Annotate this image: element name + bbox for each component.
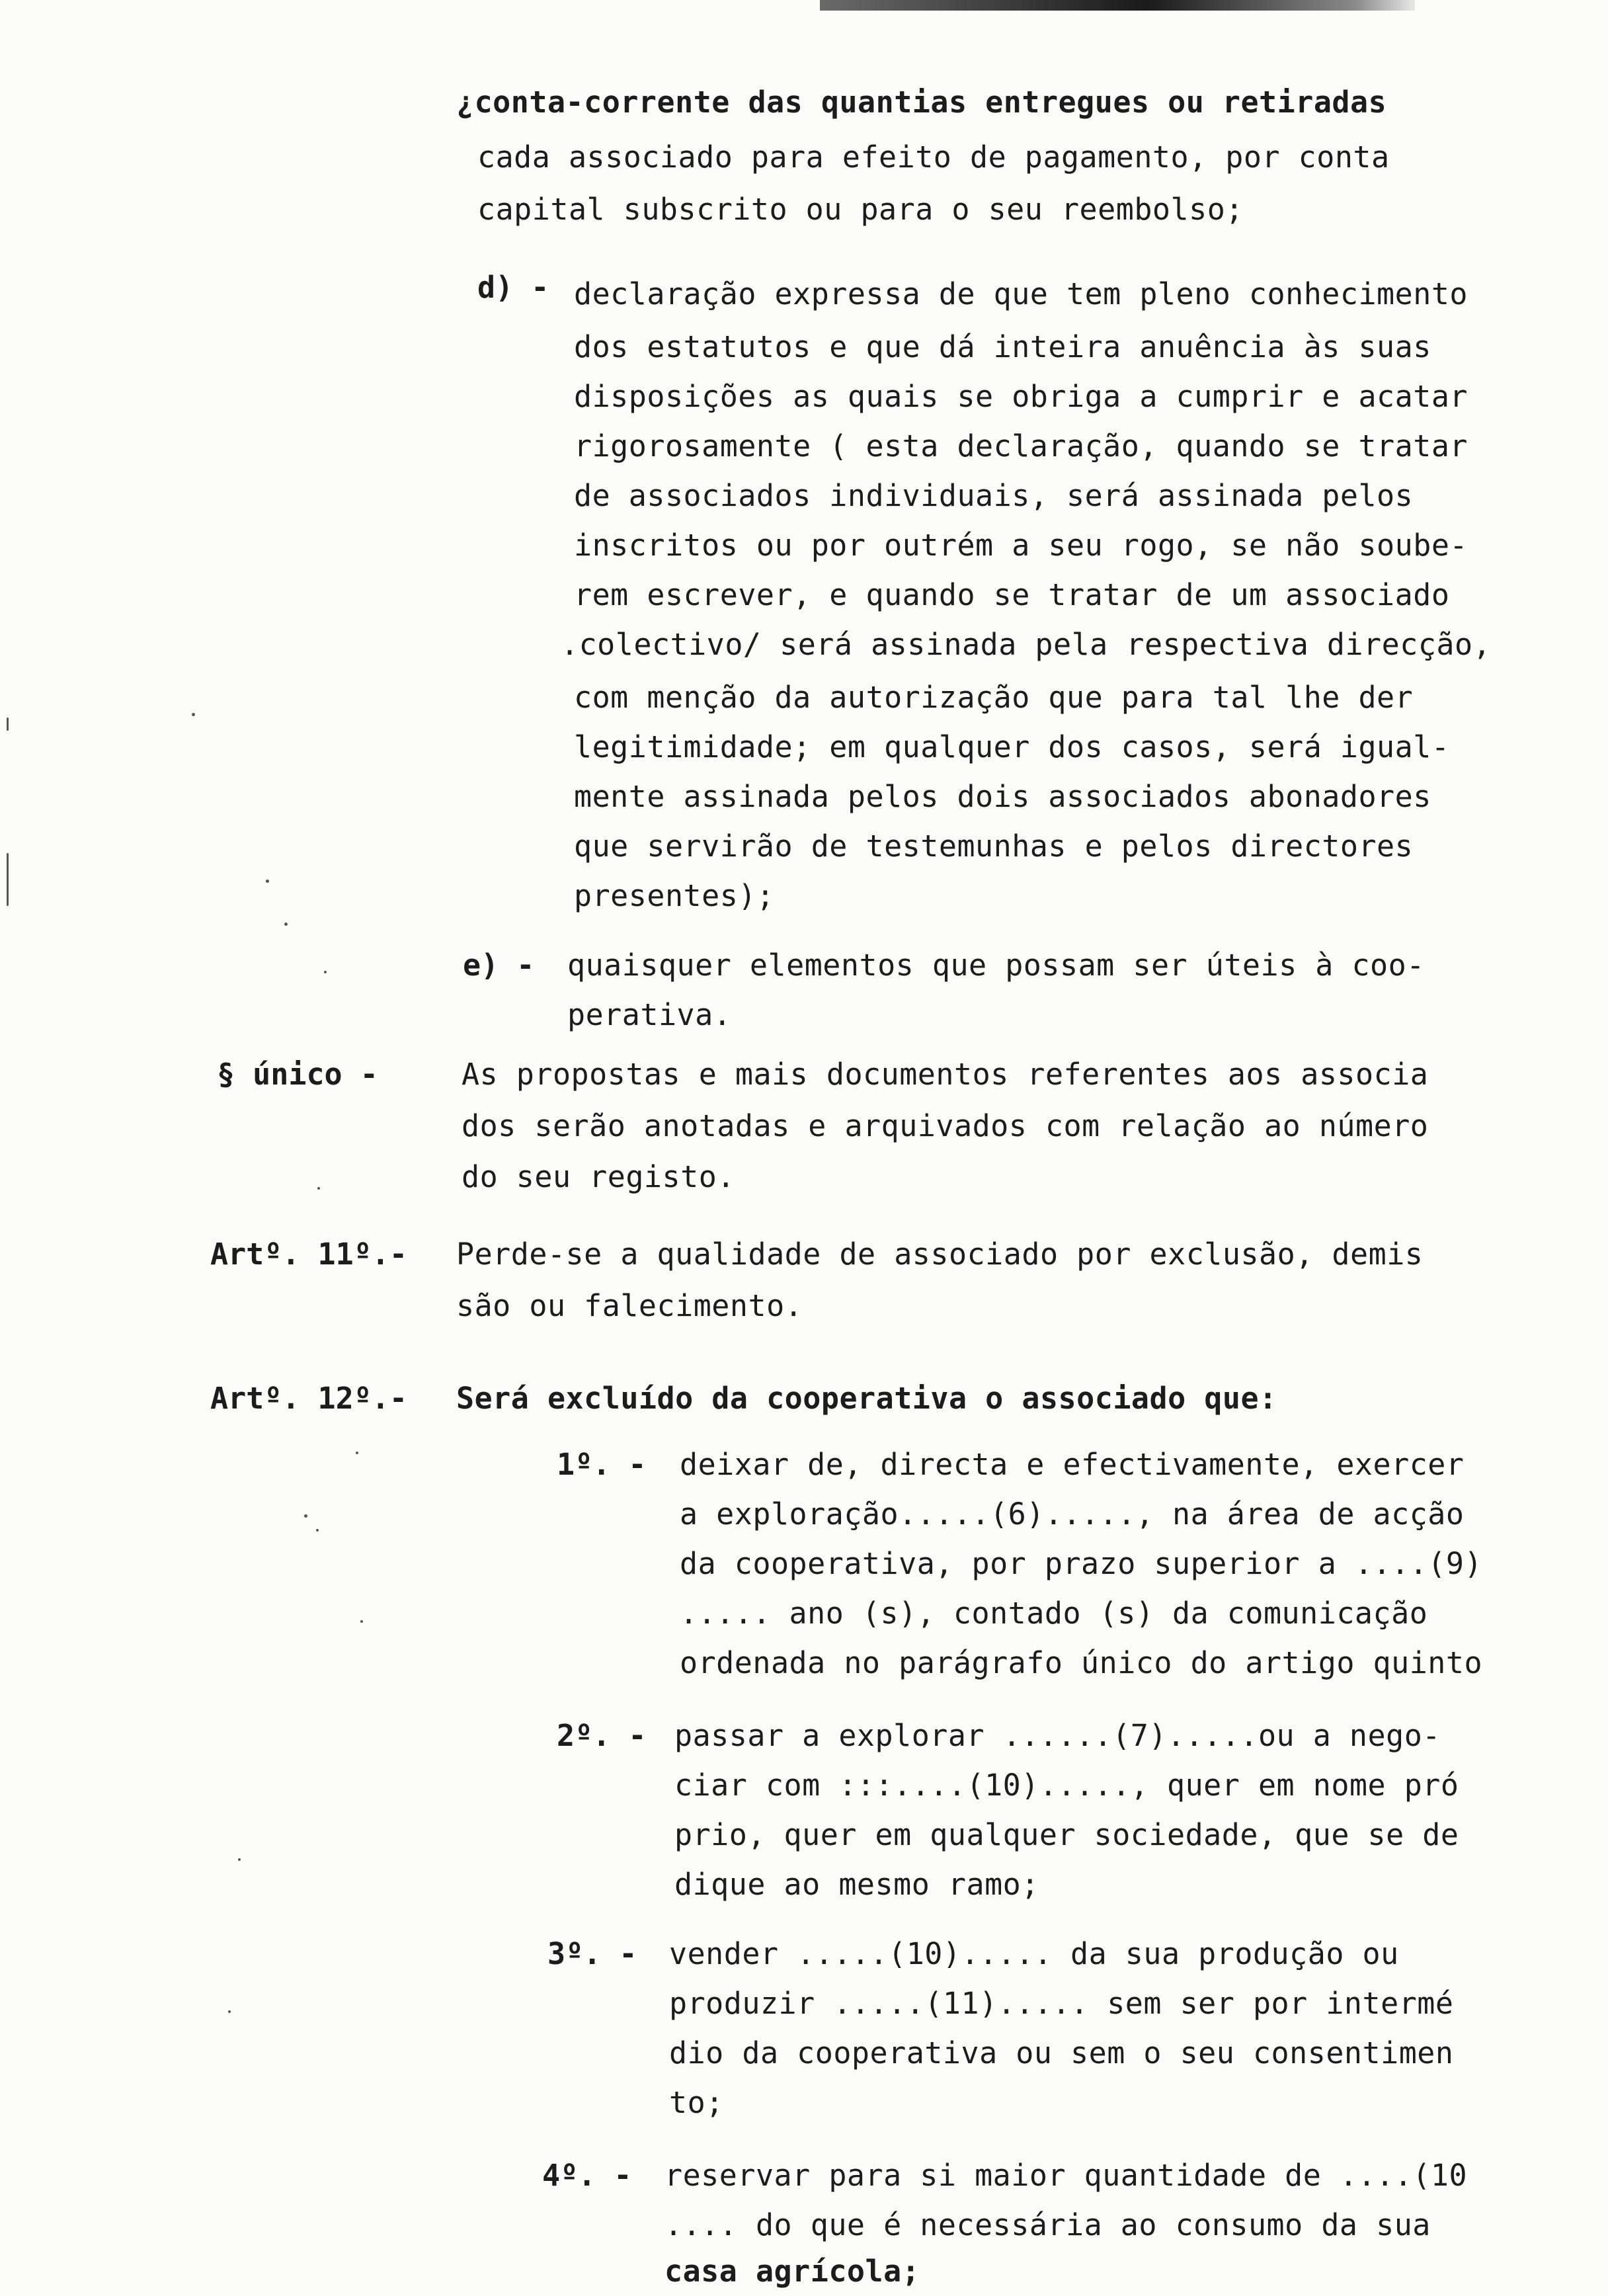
scan-speck [7, 853, 9, 906]
scan-speck [7, 718, 9, 731]
item-d-line-1: declaração expressa de que tem pleno conhecimento [574, 276, 1468, 311]
art12-item4-line-1: reservar para si maior quantidade de ....(10 [664, 2158, 1468, 2193]
art12-item4-line-3: casa agrícola; [664, 2254, 920, 2289]
art12-item2-label: 2º. - [557, 1718, 647, 1753]
paragrafo-unico-line-3: do seu registo. [462, 1159, 735, 1194]
art12-item4-label: 4º. - [542, 2158, 632, 2193]
art12-item1-line-1: deixar de, directa e efectivamente, exercer [680, 1447, 1465, 1482]
scan-speck [316, 1529, 319, 1532]
continuation-line-1: ¿conta-corrente das quantias entregues ou retiradas [456, 85, 1387, 120]
item-d-line-8: .colectivo/ será assinada pela respectiva direcção, [561, 627, 1492, 662]
art11-line-1: Perde-se a qualidade de associado por exclusão, demis [456, 1237, 1424, 1272]
scan-edge-bar [820, 0, 1415, 11]
scan-speck [228, 2010, 231, 2013]
art12-item1-label: 1º. - [557, 1447, 647, 1482]
art12-intro: Será excluído da cooperativa o associado que: [456, 1381, 1277, 1416]
art12-item1-line-2: a exploração.....(6)....., na área de acção [680, 1496, 1465, 1532]
art12-item2-line-2: ciar com :::....(10)....., quer em nome pró [674, 1768, 1459, 1803]
art12-item1-line-4: ..... ano (s), contado (s) da comunicação [680, 1596, 1428, 1631]
item-d-line-5: de associados individuais, será assinada pelos [574, 478, 1414, 513]
scan-speck [284, 922, 288, 926]
item-d-label: d) - [477, 270, 549, 305]
scan-speck [356, 1452, 358, 1454]
art12-item3-line-3: dio da cooperativa ou sem o seu consentimen [669, 2035, 1454, 2070]
item-d-line-4: rigorosamente ( esta declaração, quando se tratar [574, 429, 1468, 464]
scan-speck [266, 880, 269, 883]
paragrafo-unico-label: § único - [217, 1057, 378, 1092]
art11-label: Artº. 11º.- [210, 1237, 408, 1272]
paragrafo-unico-line-2: dos serão anotadas e arquivados com relação ao número [462, 1108, 1429, 1143]
item-d-line-10: legitimidade; em qualquer dos casos, será igual- [574, 729, 1450, 764]
scan-speck [360, 1620, 363, 1623]
item-d-line-6: inscritos ou por outrém a seu rogo, se não soube- [574, 528, 1468, 563]
item-e-label: e) - [463, 948, 535, 983]
item-d-line-13: presentes); [574, 878, 775, 913]
continuation-line-3: capital subscrito ou para o seu reembolso; [477, 192, 1244, 227]
art12-item3-label: 3º. - [547, 1936, 637, 1971]
item-e-line-1: quaisquer elementos que possam ser úteis à coo- [567, 948, 1425, 983]
continuation-line-2: cada associado para efeito de pagamento, por conta [477, 140, 1390, 175]
scan-speck [324, 971, 327, 973]
art12-item1-line-3: da cooperativa, por prazo superior a ....(9) [680, 1546, 1483, 1581]
item-d-line-7: rem escrever, e quando se tratar de um associado [574, 577, 1450, 612]
item-d-line-2: dos estatutos e que dá inteira anuência às suas [574, 329, 1431, 364]
art12-item3-line-4: to; [669, 2085, 724, 2120]
scan-speck [304, 1514, 307, 1518]
scan-speck [192, 713, 195, 716]
art12-item4-line-2: .... do que é necessária ao consumo da sua [664, 2207, 1431, 2242]
art12-item2-line-3: prio, quer em qualquer sociedade, que se de [674, 1817, 1459, 1852]
item-d-line-3: disposições as quais se obriga a cumprir e acatar [574, 379, 1468, 414]
art12-item2-line-1: passar a explorar ......(7).....ou a nego- [674, 1718, 1441, 1753]
art12-item3-line-2: produzir .....(11)..... sem ser por intermé [669, 1986, 1454, 2021]
item-d-line-12: que servirão de testemunhas e pelos directores [574, 829, 1414, 864]
art12-item2-line-4: dique ao mesmo ramo; [674, 1867, 1039, 1902]
art12-label: Artº. 12º.- [210, 1381, 408, 1416]
item-d-line-11: mente assinada pelos dois associados abonadores [574, 779, 1431, 814]
scan-speck [238, 1858, 241, 1861]
paragrafo-unico-line-1: As propostas e mais documentos referentes aos associa [462, 1057, 1429, 1092]
art12-item1-line-5: ordenada no parágrafo único do artigo quinto [680, 1645, 1483, 1680]
scan-speck [317, 1187, 320, 1190]
item-e-line-2: perativa. [567, 997, 732, 1032]
item-d-line-9: com menção da autorização que para tal lhe der [574, 680, 1414, 715]
art11-line-2: são ou falecimento. [456, 1288, 803, 1323]
art12-item3-line-1: vender .....(10)..... da sua produção ou [669, 1936, 1399, 1971]
